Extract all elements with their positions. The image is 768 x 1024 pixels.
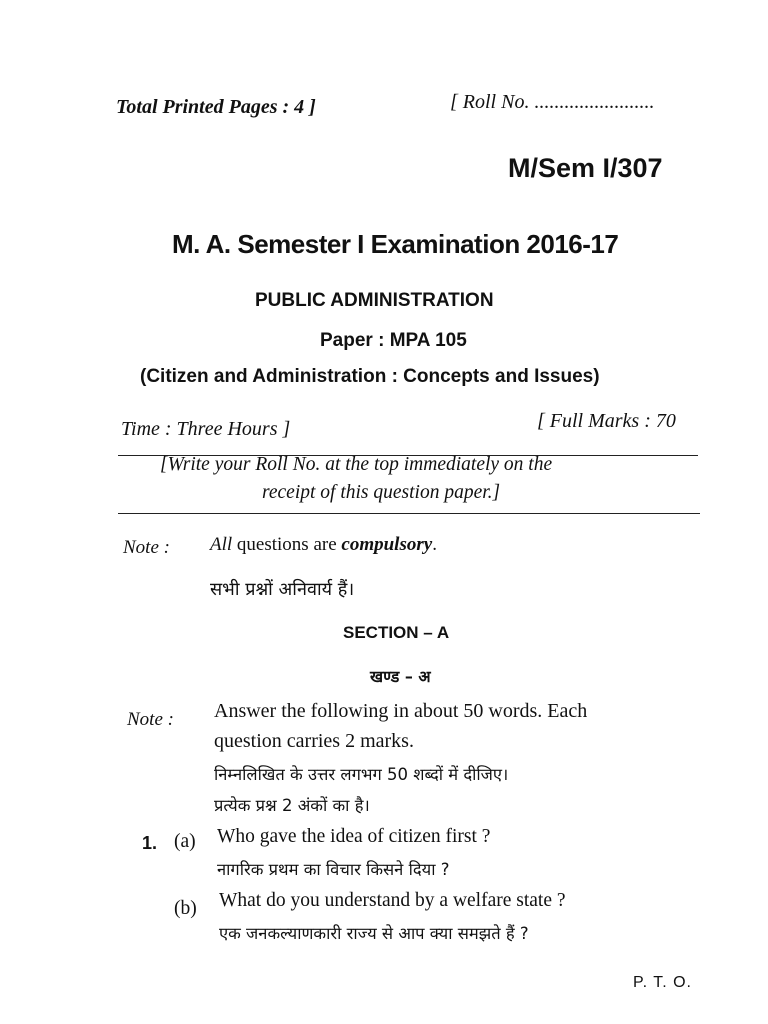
divider-bottom [118, 513, 700, 514]
question-1a-label: (a) [174, 831, 196, 852]
section-title-hindi: खण्ड – अ [370, 667, 431, 686]
page-turn-indicator: P. T. O. [633, 974, 692, 991]
section-title: SECTION – A [343, 623, 450, 642]
note-2-label: Note : [127, 709, 174, 730]
question-1b-label: (b) [174, 898, 197, 919]
note-period: . [432, 534, 437, 555]
paper-number: Paper : MPA 105 [320, 330, 467, 351]
note-2-hindi-1: निम्नलिखित के उत्तर लगभग 50 शब्दों में दीजिए। [214, 765, 509, 784]
time-allowed: Time : Three Hours ] [121, 418, 291, 440]
question-1a-hindi: नागरिक प्रथम का विचार किसने दिया ? [217, 860, 450, 879]
question-1-number: 1. [142, 833, 158, 853]
full-marks: [ Full Marks : 70 [537, 410, 676, 432]
note-middle-text: questions are [232, 534, 342, 555]
paper-code: M/Sem I/307 [508, 153, 663, 183]
note-all-word: All [210, 534, 233, 555]
roll-number-field: [ Roll No. ........................ [450, 91, 655, 113]
instruction-line-1: [Write your Roll No. at the top immediately on the [160, 454, 553, 475]
question-1a-english: Who gave the idea of citizen first ? [217, 826, 491, 847]
note-2-hindi-2: प्रत्येक प्रश्न 2 अंकों का है। [214, 796, 370, 815]
paper-topic: (Citizen and Administration : Concepts and Issues) [140, 366, 600, 387]
note-compulsory-word: compulsory [341, 534, 433, 555]
instruction-line-2: receipt of this question paper.] [262, 482, 501, 503]
note-hindi: सभी प्रश्नों अनिवार्य हैं। [210, 579, 355, 600]
note-label: Note : [123, 537, 170, 558]
subject-title: PUBLIC ADMINISTRATION [255, 290, 494, 311]
note-2-line-1: Answer the following in about 50 words. Each [214, 700, 588, 722]
exam-title: M. A. Semester I Examination 2016-17 [172, 229, 619, 259]
question-1b-hindi: एक जनकल्याणकारी राज्य से आप क्या समझते हैं ? [219, 924, 529, 943]
note-2-line-2: question carries 2 marks. [214, 730, 414, 752]
total-printed-pages: Total Printed Pages : 4 ] [116, 96, 316, 118]
question-1b-english: What do you understand by a welfare state ? [219, 890, 566, 911]
note-compulsory-text [210, 534, 437, 556]
